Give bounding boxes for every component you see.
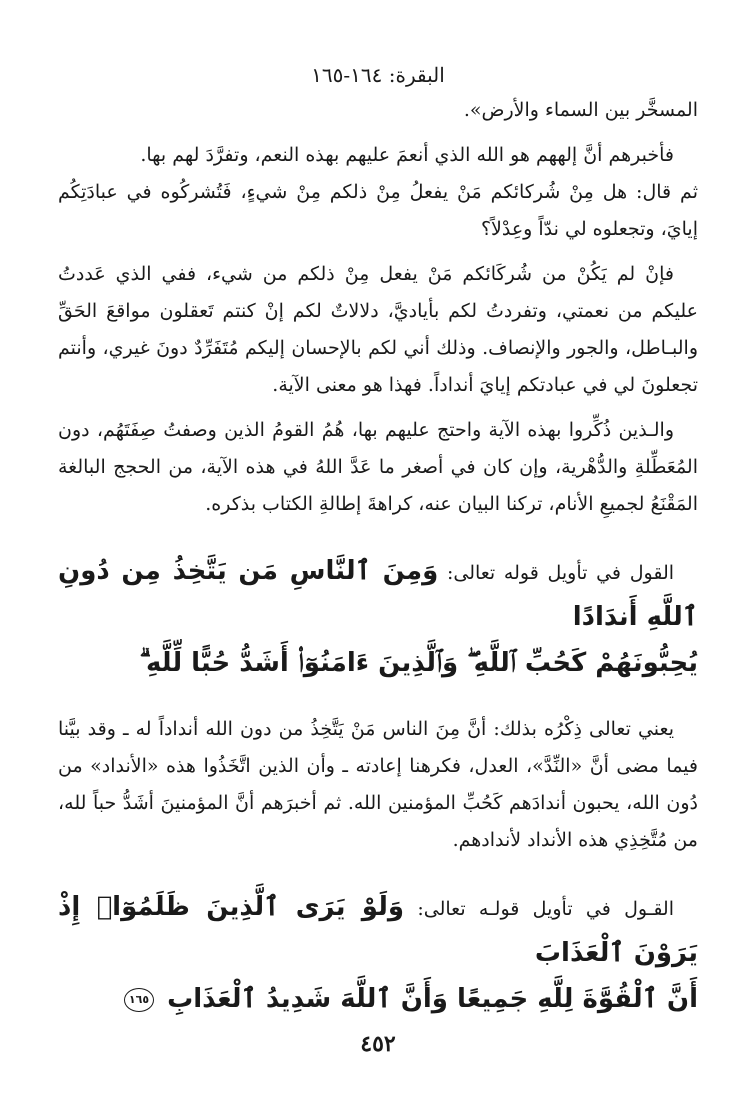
section-2-heading	[58, 885, 698, 977]
spacer	[58, 523, 698, 549]
spacer	[58, 859, 698, 885]
paragraph-3: فإنْ لم يَكُنْ من شُركَائكم مَنْ يفعل مِنْ ذلكم من شيء، ففي الذي عَددتُ عليكم من نعمتي، وتفردتُ لكم بأياديَّ، دلالاتٌ لكم إنْ كنتم تَعقلون مواقعَ الحَقِّ والبـاطل، والجور والإنصاف. وذلك أني لكم بالإحسان إليكم مُتَفَرِّدٌ دونَ غيري، وأنتم تجعلونَ لي في عبادتكم إيايَ أنداداً. فهذا هو معنى الآية.	[58, 263, 698, 396]
spacer	[58, 404, 698, 412]
paragraph-2: ثم قال: هل مِنْ شُركائكم مَنْ يفعلُ مِنْ ذلكم مِنْ شيءٍ، فَتُشركُوه في عبادَتِكُم إيايَ، وتجعلوه لي ندّاً وعِدْلاً؟	[58, 181, 698, 240]
paragraph-0: المسخَّر بين السماء والأرض».	[463, 99, 698, 121]
paragraph-5: يعني تعالى ذِكْرُه بذلك: أنَّ مِنَ الناس مَنْ يَتَّخِذُ من دون الله أنداداً له ـ وقد بيَّنا فيما مضى أنَّ «النِّدَّ»، العدل، فكرهنا إعادته ـ وأن الذين اتَّخَذُوا هذه «الأنداد» من دُون الله، يحبون أندادَهم كَحُبِّ المؤمنين الله. ثم أخبرَهم أنَّ المؤمنينَ أشَدُّ حباً لله، من مُتَّخِذِي هذه الأنداد لأندادهم.	[58, 718, 698, 851]
section-1-heading	[58, 549, 698, 641]
section-1-verse-line-1: وَمِنَ ٱلنَّاسِ مَن يَتَّخِذُ مِن دُونِ ٱللَّهِ أَندَادًا	[58, 556, 698, 632]
ayah-number-marker: ١٦٥	[124, 988, 154, 1012]
spacer	[58, 248, 698, 256]
section-2-intro: القـول في تأويل قولـه تعالى:	[417, 898, 674, 920]
section-1-intro: القول في تأويل قوله تعالى:	[446, 562, 675, 584]
section-2-verse-line-2	[58, 977, 698, 1021]
section-2-verse-line-1: وَلَوْ يَرَى ٱلَّذِينَ ظَلَمُوٓا۟ إِذْ يَرَوْنَ ٱلْعَذَابَ	[58, 892, 698, 968]
page-header	[58, 60, 698, 90]
section-2-verse-line-2-text: أَنَّ ٱلْقُوَّةَ لِلَّهِ جَمِيعًا وَأَنَّ ٱللَّهَ شَدِيدُ ٱلْعَذَابِ	[167, 984, 698, 1014]
spacer	[58, 685, 698, 711]
page-number: ٤٥٢	[360, 1031, 396, 1057]
spacer	[58, 129, 698, 137]
surah-reference: البقرة: ١٦٤-١٦٥	[311, 63, 445, 87]
section-1-verse-line-2: يُحِبُّونَهُمْ كَحُبِّ ٱللَّهِ ۖ وَٱلَّذِينَ ءَامَنُوٓا۟ أَشَدُّ حُبًّا لِّلَّهِ ۗ	[139, 648, 698, 678]
paragraph-4: والـذين ذُكِّروا بهذه الآية واحتج عليهم بها، هُمُ القومُ الذين وصفتُ صِفَتَهُم، دون المُعَطِّلةِ والدُّهْرية، وإن كان في أصغر ما عَدَّ اللهُ في هذه الآية، من الحجج البالغة المَقْنَعُ لجميعِ الأنام، تركنا البيان عنه، كراهةَ إطالةِ الكتاب بذكره.	[58, 419, 698, 515]
page-content	[58, 60, 698, 1057]
paragraph-1: فأخبرهم أنَّ إلههم هو الله الذي أنعمَ عليهم بهذه النعم، وتفرَّدَ لهم بها.	[140, 144, 674, 166]
